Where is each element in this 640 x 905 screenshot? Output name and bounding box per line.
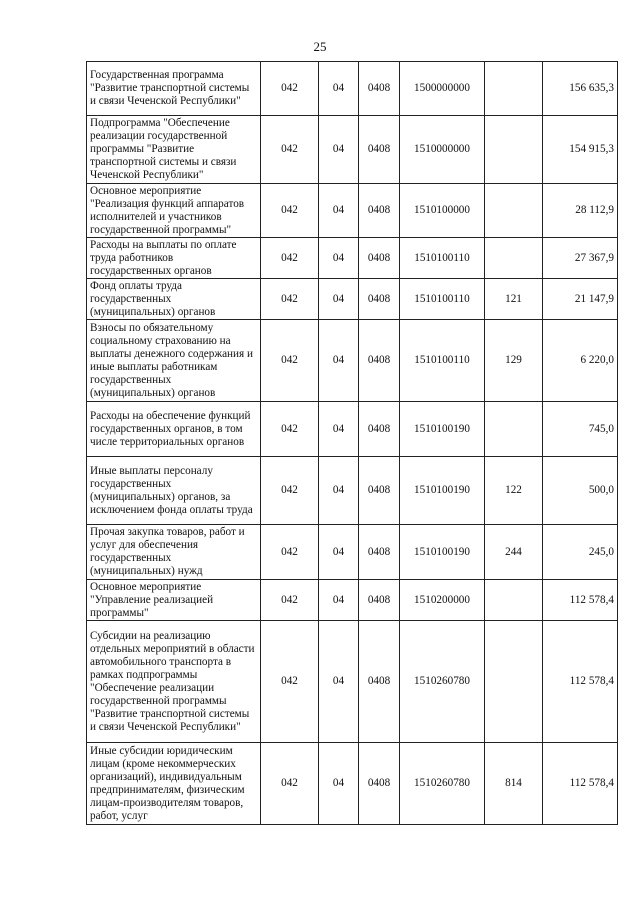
table-row [87, 184, 618, 238]
expense-type-cell [485, 621, 543, 743]
ministry-code-cell: 042 [261, 116, 319, 184]
expense-type-cell: 122 [485, 457, 543, 525]
expense-type-cell: 244 [485, 525, 543, 580]
section-code-cell: 04 [319, 279, 359, 320]
row-name-cell: Основное мероприятие "Управление реализацией программы" [87, 580, 261, 621]
ministry-code-cell: 042 [261, 743, 319, 825]
amount-cell: 112 578,4 [543, 580, 618, 621]
subsection-code-cell: 0408 [359, 116, 400, 184]
amount-cell: 154 915,3 [543, 116, 618, 184]
subsection-code-cell: 0408 [359, 580, 400, 621]
row-name-cell: Иные выплаты персоналу государственных (муниципальных) органов, за исключением фонда оплаты труда [87, 457, 261, 525]
subsection-code-cell: 0408 [359, 62, 400, 116]
amount-cell: 21 147,9 [543, 279, 618, 320]
amount-cell: 6 220,0 [543, 320, 618, 402]
amount-cell: 500,0 [543, 457, 618, 525]
target-article-cell: 1510100190 [400, 457, 485, 525]
table-row [87, 238, 618, 279]
target-article-cell: 1510100000 [400, 184, 485, 238]
section-code-cell: 04 [319, 238, 359, 279]
target-article-cell: 1510260780 [400, 621, 485, 743]
row-name-cell: Субсидии на реализацию отдельных мероприятий в области автомобильного транспорта в рамках подпрограммы "Обеспечение реализации государственной программы "Развитие транспортной системы и связи Чеченской Республики" [87, 621, 261, 743]
amount-cell: 112 578,4 [543, 621, 618, 743]
amount-cell: 156 635,3 [543, 62, 618, 116]
budget-table [86, 61, 618, 825]
section-code-cell: 04 [319, 621, 359, 743]
ministry-code-cell: 042 [261, 184, 319, 238]
subsection-code-cell: 0408 [359, 279, 400, 320]
row-name-cell: Подпрограмма "Обеспечение реализации государственной программы "Развитие транспортной системы и связи Чеченской Республики" [87, 116, 261, 184]
section-code-cell: 04 [319, 184, 359, 238]
subsection-code-cell: 0408 [359, 621, 400, 743]
expense-type-cell [485, 238, 543, 279]
amount-cell: 28 112,9 [543, 184, 618, 238]
table-row [87, 116, 618, 184]
subsection-code-cell: 0408 [359, 457, 400, 525]
table-row [87, 580, 618, 621]
ministry-code-cell: 042 [261, 457, 319, 525]
expense-type-cell [485, 184, 543, 238]
expense-type-cell [485, 62, 543, 116]
subsection-code-cell: 0408 [359, 525, 400, 580]
row-name-cell: Основное мероприятие "Реализация функций аппаратов исполнителей и участников государственной программы" [87, 184, 261, 238]
row-name-cell: Расходы на выплаты по оплате труда работников государственных органов [87, 238, 261, 279]
subsection-code-cell: 0408 [359, 320, 400, 402]
subsection-code-cell: 0408 [359, 238, 400, 279]
table-row [87, 62, 618, 116]
ministry-code-cell: 042 [261, 62, 319, 116]
section-code-cell: 04 [319, 320, 359, 402]
target-article-cell: 1500000000 [400, 62, 485, 116]
ministry-code-cell: 042 [261, 621, 319, 743]
amount-cell: 112 578,4 [543, 743, 618, 825]
table-row [87, 402, 618, 457]
section-code-cell: 04 [319, 62, 359, 116]
table-row [87, 743, 618, 825]
target-article-cell: 1510100110 [400, 238, 485, 279]
subsection-code-cell: 0408 [359, 184, 400, 238]
row-name-cell: Взносы по обязательному социальному страхованию на выплаты денежного содержания и иные выплаты работникам государственных (муниципальных) органов [87, 320, 261, 402]
ministry-code-cell: 042 [261, 320, 319, 402]
table-row [87, 457, 618, 525]
target-article-cell: 1510260780 [400, 743, 485, 825]
row-name-cell: Государственная программа "Развитие транспортной системы и связи Чеченской Республики" [87, 62, 261, 116]
amount-cell: 245,0 [543, 525, 618, 580]
subsection-code-cell: 0408 [359, 402, 400, 457]
expense-type-cell [485, 402, 543, 457]
expense-type-cell [485, 116, 543, 184]
page-number: 25 [313, 39, 327, 54]
row-name-cell: Фонд оплаты труда государственных (муниципальных) органов [87, 279, 261, 320]
row-name-cell: Расходы на обеспечение функций государственных органов, в том числе территориальных органов [87, 402, 261, 457]
table-row [87, 320, 618, 402]
table-row [87, 525, 618, 580]
target-article-cell: 1510200000 [400, 580, 485, 621]
ministry-code-cell: 042 [261, 238, 319, 279]
expense-type-cell: 814 [485, 743, 543, 825]
section-code-cell: 04 [319, 116, 359, 184]
target-article-cell: 1510100190 [400, 525, 485, 580]
table-row [87, 279, 618, 320]
target-article-cell: 1510100190 [400, 402, 485, 457]
expense-type-cell: 121 [485, 279, 543, 320]
section-code-cell: 04 [319, 743, 359, 825]
ministry-code-cell: 042 [261, 580, 319, 621]
target-article-cell: 1510100110 [400, 320, 485, 402]
section-code-cell: 04 [319, 525, 359, 580]
section-code-cell: 04 [319, 580, 359, 621]
ministry-code-cell: 042 [261, 279, 319, 320]
table-row [87, 621, 618, 743]
row-name-cell: Иные субсидии юридическим лицам (кроме некоммерческих организаций), индивидуальным предпринимателям, физическим лицам-производителям товаров, работ, услуг [87, 743, 261, 825]
subsection-code-cell: 0408 [359, 743, 400, 825]
ministry-code-cell: 042 [261, 525, 319, 580]
expense-type-cell: 129 [485, 320, 543, 402]
amount-cell: 745,0 [543, 402, 618, 457]
row-name-cell: Прочая закупка товаров, работ и услуг для обеспечения государственных (муниципальных) нужд [87, 525, 261, 580]
target-article-cell: 1510000000 [400, 116, 485, 184]
expense-type-cell [485, 580, 543, 621]
amount-cell: 27 367,9 [543, 238, 618, 279]
ministry-code-cell: 042 [261, 402, 319, 457]
section-code-cell: 04 [319, 457, 359, 525]
section-code-cell: 04 [319, 402, 359, 457]
target-article-cell: 1510100110 [400, 279, 485, 320]
